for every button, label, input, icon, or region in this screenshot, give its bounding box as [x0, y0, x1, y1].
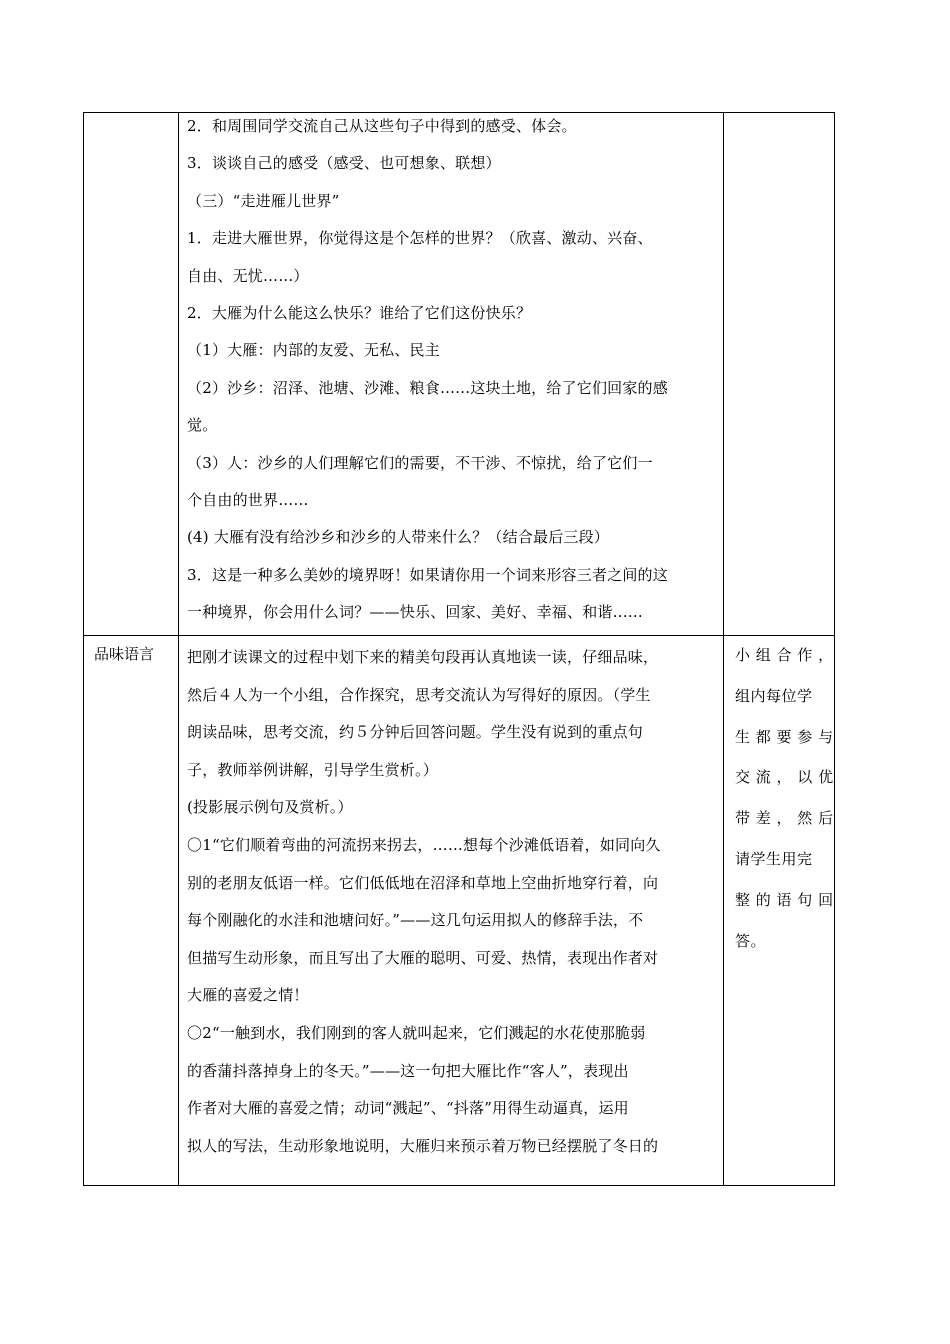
text-line: 〇2“一触到水，我们刚到的客人就叫起来，它们溅起的水花使那脆弱	[187, 1023, 646, 1042]
text-line: 每个刚融化的水洼和池塘问好。”——这几句运用拟人的修辞手法，不	[187, 911, 644, 930]
column-divider	[178, 113, 179, 1185]
note-line: 生 都 要 参 与	[735, 727, 834, 746]
note-line: 组内每位学	[735, 686, 813, 705]
text-line: 一种境界，你会用什么词？——快乐、回家、美好、幸福、和谐……	[187, 603, 644, 622]
note-line: 请学生用完	[735, 849, 813, 868]
text-line: 3．这是一种多么美妙的境界呀！如果请你用一个词来形容三者之间的这	[187, 565, 668, 584]
note-line: 整 的 语 句 回	[735, 890, 834, 909]
text-line: 〇1“它们顺着弯曲的河流拐来拐去，……想每个沙滩低语着，如同向久	[187, 835, 661, 854]
note-line: 答。	[735, 931, 767, 950]
text-line: 作者对大雁的喜爱之情；动词“溅起”、“抖落”用得生动逼真，运用	[187, 1099, 629, 1118]
lesson-plan-table	[83, 112, 835, 1186]
row-divider	[84, 635, 834, 636]
text-line: 自由、无忧……）	[187, 266, 309, 285]
text-line: 别的老朋友低语一样。它们低低地在沼泽和草地上空曲折地穿行着，向	[187, 873, 659, 892]
text-line: 朗读品味，思考交流，约５分钟后回答问题。学生没有说到的重点句	[187, 723, 644, 742]
text-line: 2．和周围同学交流自己从这些句子中得到的感受、体会。	[187, 117, 577, 135]
row2-content-cell	[187, 639, 722, 1165]
text-line: 大雁的喜爱之情！	[187, 986, 309, 1005]
text-line: （1）大雁：内部的友爱、无私、民主	[187, 341, 440, 360]
text-line: 然后４人为一个小组，合作探究，思考交流认为写得好的原因。（学生	[187, 685, 651, 704]
text-line: 3．谈谈自己的感受（感受、也可想象、联想）	[187, 154, 501, 173]
row1-content-cell	[187, 108, 722, 632]
text-line: （2）沙乡：沼泽、池塘、沙滩、粮食……这块土地，给了它们回家的感	[187, 378, 668, 397]
row2-label: 品味语言	[94, 645, 155, 663]
text-line: 1．走进大雁世界，你觉得这是个怎样的世界？（欣喜、激动、兴奋、	[187, 229, 653, 248]
note-line: 交 流 ， 以 优	[735, 768, 834, 787]
note-line: 小 组 合 作 ，	[735, 646, 834, 664]
text-line: 但描写生动形象，而且写出了大雁的聪明、可爱、热情，表现出作者对	[187, 948, 659, 967]
column-divider	[723, 113, 724, 1185]
text-line: 把刚才读课文的过程中划下来的精美句段再认真地读一读，仔细品味，	[187, 648, 659, 666]
text-line: 的香蒲抖落掉身上的冬天。”——这一句把大雁比作“客人”，表现出	[187, 1061, 629, 1080]
row2-note-cell	[735, 635, 834, 961]
row2-label-cell	[94, 642, 174, 666]
text-line: 个自由的世界……	[187, 491, 309, 510]
text-line: 子，教师举例讲解，引导学生赏析。）	[187, 760, 438, 779]
note-line: 带 差 ， 然 后	[735, 809, 834, 828]
text-line: （三）“走进雁儿世界”	[187, 191, 340, 210]
text-line: 2．大雁为什么能这么快乐？谁给了它们这份快乐？	[187, 304, 532, 323]
text-line: （3）人：沙乡的人们理解它们的需要，不干涉、不惊扰，给了它们一	[187, 453, 653, 472]
text-line: (4) 大雁有没有给沙乡和沙乡的人带来什么？（结合最后三段）	[187, 528, 610, 547]
text-line: 觉。	[187, 416, 218, 435]
text-line: (投影展示例句及赏析。）	[187, 798, 353, 817]
text-line: 拟人的写法，生动形象地说明，大雁归来预示着万物已经摆脱了冬日的	[187, 1136, 659, 1155]
